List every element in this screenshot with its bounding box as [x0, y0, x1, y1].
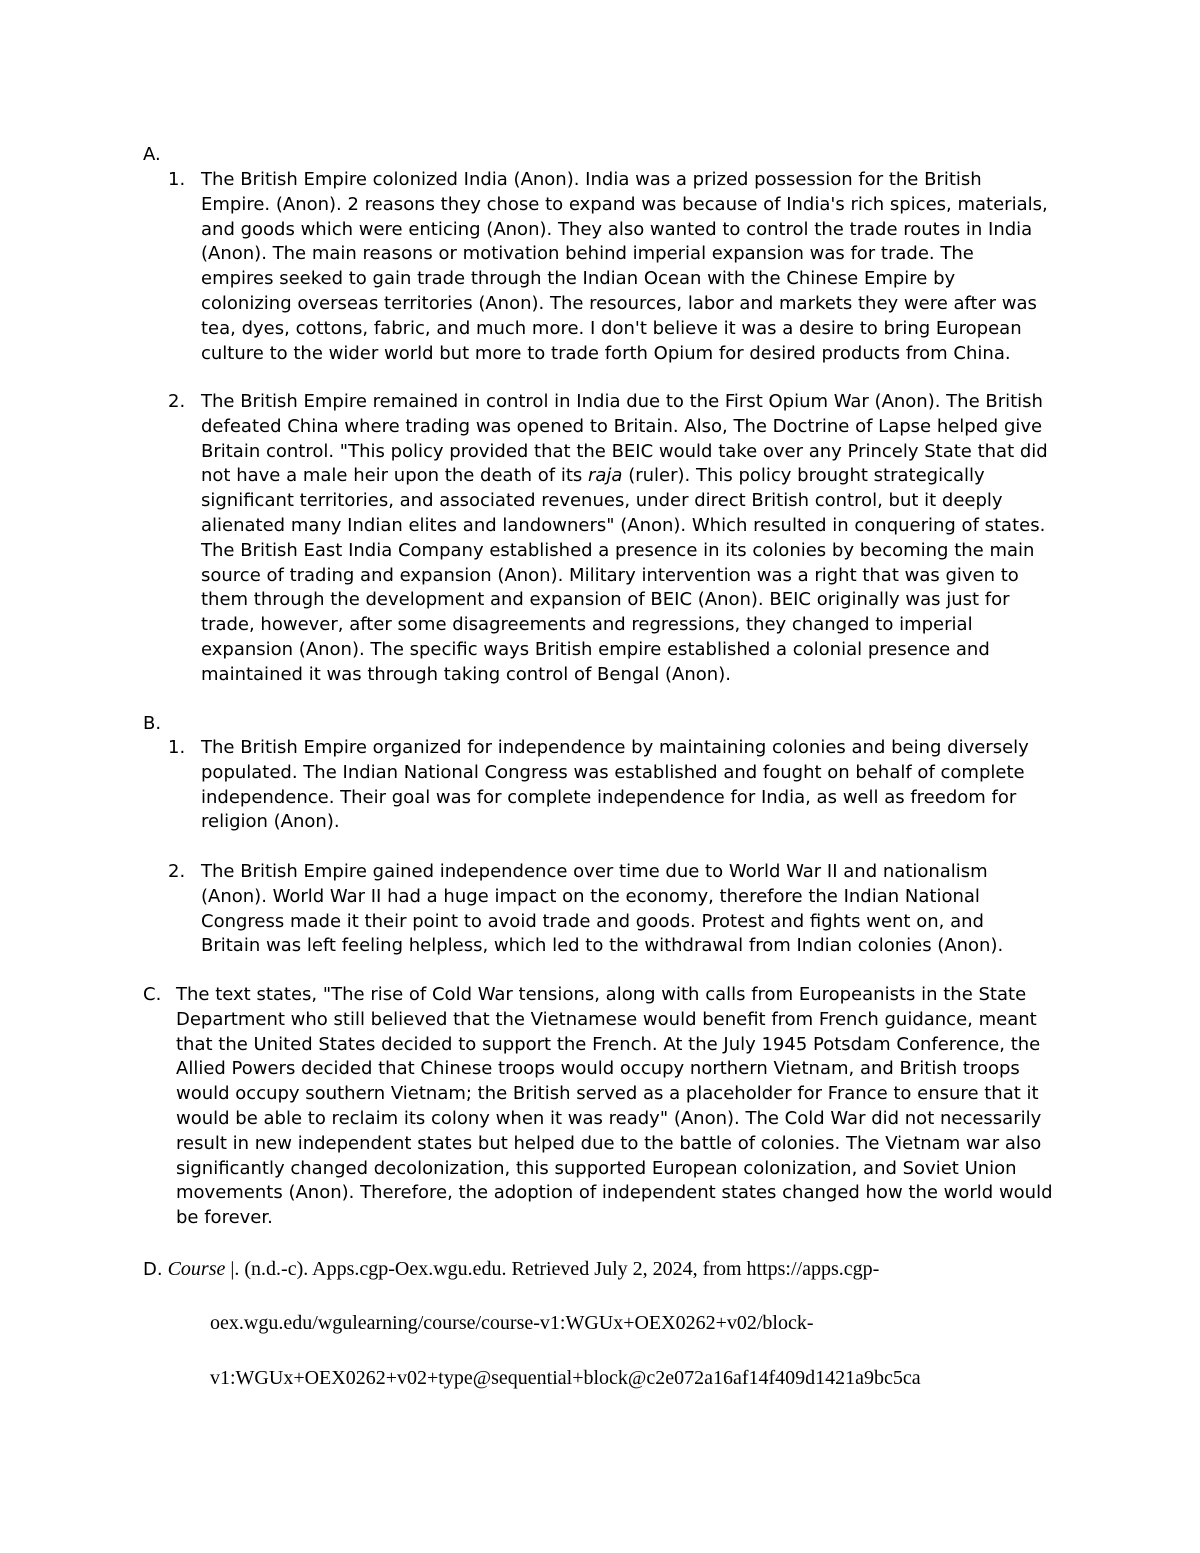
text-part: (ruler). This policy brought strategically significant territories, and associated revenues, under direct British control, but it deeply alienated many Indian elites and landowners" (Anon). Which resulted in conquering of states. The British East India Company established a presence in its colonies by becoming the main source of trading and expansion (Anon). Military intervention was a right that was given to them through the development and expansion of BEIC (Anon). BEIC originally was just for trade, however, after some disagreements and regressions, they changed to imperial expansion (Anon). The specific ways British empire established a colonial presence and maintained it was through taking control of Bengal (Anon). [201, 465, 1046, 685]
section-b-heading: B. [143, 713, 162, 734]
list-number: 2. [168, 861, 186, 882]
section-d-heading: D. [143, 1259, 163, 1280]
section-b-item-2 [168, 860, 1048, 959]
paragraph-text: The text states, "The rise of Cold War tensions, along with calls from Europeanists in the State Department who still believed that the Vietnamese would benefit from French guidance, meant that the United States decided to support the French. At the July 1945 Potsdam Conference, the Allied Powers decided that Chinese troops would occupy northern Vietnam, and British troops would occupy southern Vietnam; the British served as a placeholder for France to ensure that it would be able to reclaim its colony when it was ready" (Anon). The Cold War did not necessarily result in new independent states but helped due to the battle of colonies. The Vietnam war also significantly changed decolonization, this supported European colonization, and Soviet Union movements (Anon). Therefore, the adoption of independent states changed how the world would be forever. [176, 984, 1053, 1229]
reference-title: Course [167, 1258, 226, 1280]
section-a-item-1 [168, 168, 1048, 366]
paragraph-body: The British Empire colonized India (Anon). India was a prized possession for the British Empire. (Anon). 2 reasons they chose to expand was because of India's rich spices, materials, and goods which were enticing (Anon). They also wanted to control the trade routes in India (Anon). The main reasons or motivation behind imperial expansion was for trade. The empires seeked to gain trade through the Indian Ocean with the Chinese Empire by colonizing overseas territories (Anon). The resources, labor and markets they were after was tea, dyes, cottons, fabric, and much more. I don't believe it was a desire to bring European culture to the wider world but more to trade forth Opium for desired products from China. [201, 169, 1048, 364]
section-a-heading: A. [143, 144, 161, 165]
text-part: The British Empire remained in control in India due to the First Opium War (Anon). The British defeated China where trading was opened to Britain. Also, The Doctrine of Lapse helped give Britain control. "This policy provided that the BEIC would take over any Princely State that did not have a male heir upon the death of its [201, 391, 1048, 487]
section-b-item-1 [168, 736, 1048, 835]
paragraph-text [168, 390, 1048, 688]
list-number: 2. [168, 391, 186, 412]
list-number: 1. [168, 737, 186, 758]
paragraph-text [168, 168, 1048, 366]
paragraph-text: The British Empire gained independence over time due to World War II and nationalism (Anon). World War II had a huge impact on the economy, therefore the Indian National Congress made it their point to avoid trade and goods. Protest and fights went on, and Britain was left feeling helpless, which led to the withdrawal from Indian colonies (Anon). [201, 861, 1004, 957]
italic-term: raja [588, 465, 623, 487]
section-c [143, 983, 1058, 1231]
reference-line-1 [143, 1256, 879, 1283]
section-a-item-2 [168, 390, 1048, 688]
reference-line-2: oex.wgu.edu/wgulearning/course/course-v1:WGUx+OEX0262+v02/block- [210, 1312, 814, 1334]
reference-line-3: v1:WGUx+OEX0262+v02+type@sequential+block@c2e072a16af14f409d1421a9bc5ca [210, 1367, 921, 1389]
reference-text: |. (n.d.-c). Apps.cgp-Oex.wgu.edu. Retrieved July 2, 2024, from https://apps.cgp- [225, 1258, 880, 1280]
paragraph-text: The British Empire organized for independence by maintaining colonies and being diversely populated. The Indian National Congress was established and fought on behalf of complete independence. Their goal was for complete independence for India, as well as freedom for religion (Anon). [201, 737, 1029, 833]
section-c-heading: C. [143, 984, 162, 1005]
list-number: 1. [168, 169, 186, 190]
